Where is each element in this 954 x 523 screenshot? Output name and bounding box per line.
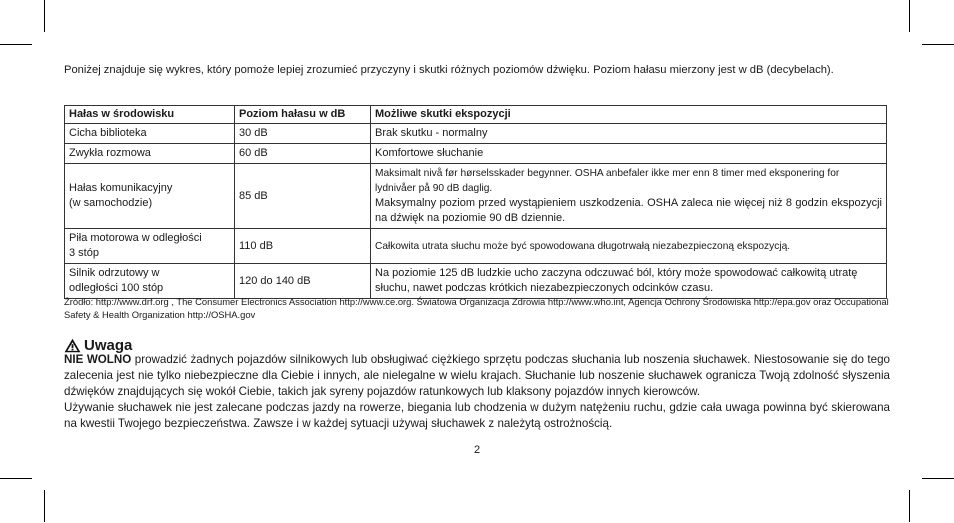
warning-paragraph	[64, 352, 890, 400]
cell-environment: Cicha biblioteka	[65, 124, 235, 144]
warning-title: Uwaga	[84, 336, 133, 354]
cell-environment-line: Silnik odrzutowy w	[69, 267, 160, 279]
warning-paragraph-text: prowadzić żadnych pojazdów silnikowych lub obsługiwać ciężkiego sprzętu podczas słuchania lub noszenia słuchawek. Niestosowanie się do tego zalecenia jest nie tylko niebezpieczne dla Ciebie i innych, ale nielegalne w wielu krajach. Słuchanie lub noszenie słuchawek ogranicza Twoją zdolność słyszenia dźwięków znajdujących się wokół Ciebie, takich jak syreny pojazdów ratunkowych lub klaksony pojazdów innych kierowców.	[64, 353, 891, 398]
crop-mark	[922, 44, 954, 45]
cell-effect-norwegian: Maksimalt nivå før hørselsskader begynner. OSHA anbefaler ikke mer enn 8 timer med eksponering for lydnivåer på 90 dB daglig.	[375, 168, 840, 194]
cell-level: 120 do 140 dB	[235, 264, 371, 299]
cell-effect: Brak skutku - normalny	[371, 124, 887, 144]
page-number: 2	[473, 444, 481, 456]
table-row	[65, 229, 887, 264]
cell-environment-line: 3 stóp	[69, 247, 99, 259]
cell-effect: Na poziomie 125 dB ludzkie ucho zaczyna odczuwać ból, który może spowodować całkowitą utratę słuchu, nawet podczas krótkich niezabezpieczonych odcinków czasu.	[371, 264, 887, 299]
crop-mark	[0, 44, 32, 45]
cell-environment-line: (w samochodzie)	[69, 197, 153, 209]
table-row	[65, 144, 887, 164]
table-row	[65, 264, 887, 299]
warning-body	[64, 352, 890, 432]
warning-triangle-icon	[64, 338, 81, 353]
crop-mark	[0, 478, 32, 479]
intro-text: Poniżej znajduje się wykres, który pomoże lepiej zrozumieć przyczyny i skutki różnych poziomów dźwięku. Poziom hałasu mierzony jest w dB (decybelach).	[64, 64, 834, 76]
crop-mark	[44, 490, 45, 522]
table-row	[65, 164, 887, 229]
cell-level: 110 dB	[235, 229, 371, 264]
cell-environment-line: odległości 100 stóp	[69, 282, 164, 294]
source-note: Źródło: http://www.drf.org , The Consumer Electronics Association http://www.ce.org. Światowa Organizacja Zdrowia http://www.who.int, Agencja Ochrony Środowiska http://epa.gov oraz Occupational Safety & Health Organization http://OSHA.gov	[64, 296, 889, 320]
warning-paragraph: Używanie słuchawek nie jest zalecane podczas jazdy na rowerze, biegania lub chodzenia w dużym natężeniu ruchu, gdzie cała uwaga powinna być skierowana na kwestii Twojego bezpieczeństwa. Zawsze i w każdej sytuacji używaj słuchawek z należytą ostrożnością.	[64, 401, 890, 430]
cell-effect-polish: Maksymalny poziom przed wystąpieniem uszkodzenia. OSHA zaleca nie więcej niż 8 godzin ekspozycji na dźwięk na poziomie 90 dB dziennie.	[375, 197, 882, 224]
crop-mark	[909, 490, 910, 522]
cell-effect: Komfortowe słuchanie	[371, 144, 887, 164]
column-header-environment: Hałas w środowisku	[65, 106, 235, 124]
column-header-level: Poziom hałasu w dB	[235, 106, 371, 124]
cell-level: 60 dB	[235, 144, 371, 164]
table-row	[65, 124, 887, 144]
table-header-row	[65, 106, 887, 124]
warning-bold-lead: NIE WOLNO	[64, 353, 132, 366]
cell-environment-line: Hałas komunikacyjny	[69, 182, 173, 194]
cell-level: 85 dB	[235, 164, 371, 229]
crop-mark	[922, 478, 954, 479]
cell-environment	[65, 229, 235, 264]
cell-environment: Zwykła rozmowa	[65, 144, 235, 164]
crop-mark	[44, 0, 45, 32]
cell-environment	[65, 164, 235, 229]
column-header-effects: Możliwe skutki ekspozycji	[371, 106, 887, 124]
crop-mark	[909, 0, 910, 32]
noise-level-table	[64, 105, 887, 299]
cell-environment	[65, 264, 235, 299]
cell-effect	[371, 164, 887, 229]
cell-level: 30 dB	[235, 124, 371, 144]
cell-environment-line: Piła motorowa w odległości	[69, 232, 202, 244]
cell-effect: Całkowita utrata słuchu może być spowodowana długotrwałą niezabezpieczoną ekspozycją.	[371, 229, 887, 264]
